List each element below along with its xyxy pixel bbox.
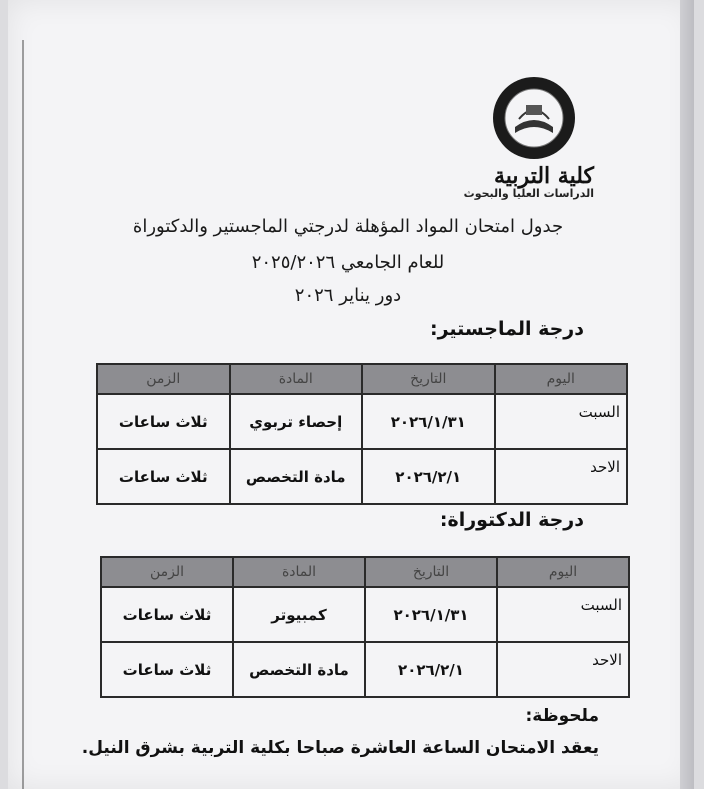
note-text: يعقد الامتحان الساعة العاشرة صباحا بكلية التربية بشرق النيل.: [81, 738, 599, 758]
cell-duration: ثلاث ساعات: [101, 587, 233, 642]
cell-subject: إحصاء تربوي: [230, 394, 363, 449]
paper-sheet: [8, 0, 694, 789]
page-fold-line: [22, 40, 24, 789]
faculty-header: [444, 75, 624, 200]
university-logo: [491, 75, 577, 161]
faculty-name: كلية التربية: [494, 163, 594, 189]
table-row: [97, 449, 627, 504]
cell-date: ٢٠٢٦/١/٣١: [362, 394, 495, 449]
cell-day: السبت: [497, 587, 629, 642]
table-header-row: [101, 557, 629, 587]
col-day: اليوم: [495, 364, 628, 394]
page-edge: [680, 0, 694, 789]
cell-day: الاحد: [497, 642, 629, 697]
cell-date: ٢٠٢٦/٢/١: [365, 642, 497, 697]
table-row: [101, 587, 629, 642]
cell-date: ٢٠٢٦/٢/١: [362, 449, 495, 504]
note-label: ملحوظة:: [525, 706, 599, 726]
doctorate-table: [100, 556, 630, 698]
table-row: [101, 642, 629, 697]
cell-day: السبت: [495, 394, 628, 449]
doctorate-heading: درجة الدكتوراة:: [439, 509, 584, 531]
masters-heading: درجة الماجستير:: [430, 318, 584, 340]
cell-subject: مادة التخصص: [233, 642, 365, 697]
cell-subject: كمبيوتر: [233, 587, 365, 642]
col-duration: الزمن: [97, 364, 230, 394]
col-duration: الزمن: [101, 557, 233, 587]
table-row: [97, 394, 627, 449]
col-date: التاريخ: [362, 364, 495, 394]
cell-subject: مادة التخصص: [230, 449, 363, 504]
col-date: التاريخ: [365, 557, 497, 587]
cell-duration: ثلاث ساعات: [97, 449, 230, 504]
exam-session: دور يناير ٢٠٢٦: [294, 285, 402, 306]
department-name: الدراسات العليا والبحوث: [463, 187, 594, 200]
table-header-row: [97, 364, 627, 394]
col-day: اليوم: [497, 557, 629, 587]
col-subject: المادة: [233, 557, 365, 587]
cell-duration: ثلاث ساعات: [101, 642, 233, 697]
schedule-title: جدول امتحان المواد المؤهلة لدرجتي الماجستير والدكتوراة: [132, 216, 564, 237]
masters-table: [96, 363, 628, 505]
academic-year: للعام الجامعي ٢٠٢٥/٢٠٢٦: [251, 252, 445, 273]
cell-day: الاحد: [495, 449, 628, 504]
cell-date: ٢٠٢٦/١/٣١: [365, 587, 497, 642]
cell-duration: ثلاث ساعات: [97, 394, 230, 449]
col-subject: المادة: [230, 364, 363, 394]
